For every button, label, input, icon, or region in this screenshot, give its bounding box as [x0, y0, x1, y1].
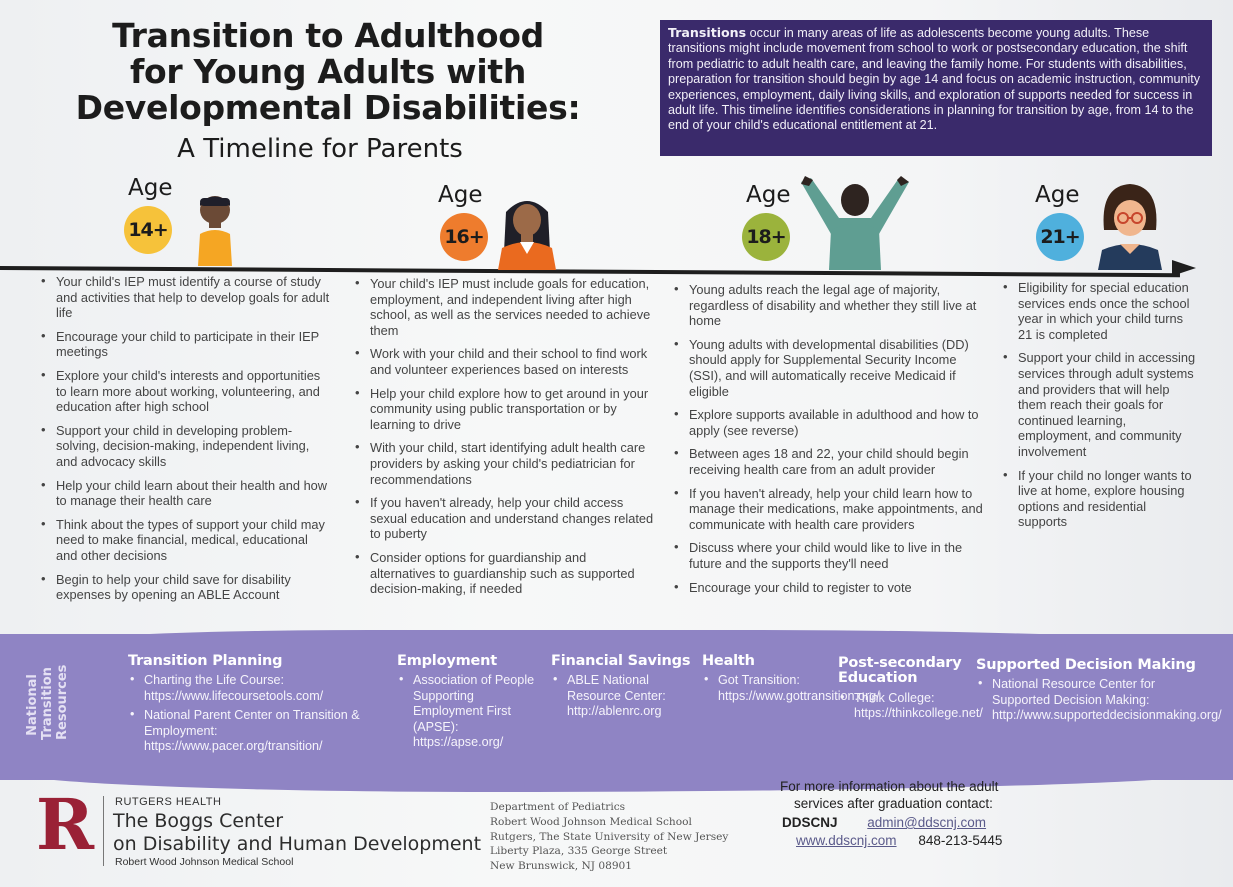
resource-heading: Supported Decision Making [976, 657, 1196, 673]
list-item: • If you haven't already, help your child access sexual education and understand changes related to puberty [354, 495, 654, 542]
age-badge-18 [742, 213, 790, 261]
age-label-16: Age [438, 182, 483, 208]
org-name [113, 810, 481, 856]
young-adult-figure-icon [795, 174, 915, 270]
timeline-column-21 [1002, 280, 1198, 538]
contact-line: For more information about the adult [780, 779, 999, 794]
resource-link[interactable]: • Association of People Supporting Employment First (APSE): https://apse.org/ [397, 673, 542, 750]
title-line: Developmental Disabilities: [75, 88, 581, 127]
list-item: • Think about the types of support your child may need to make financial, medical, educational and other decisions [40, 517, 330, 564]
org-school: Robert Wood Johnson Medical School [115, 856, 294, 868]
list-item: • Between ages 18 and 22, your child should begin receiving health care from an adult provider [673, 446, 983, 477]
timeline-column-14 [40, 274, 330, 611]
resource-link[interactable]: • Think College: https://thinkcollege.net/ [838, 691, 973, 722]
list-item: • Begin to help your child save for disability expenses by opening an ABLE Account [40, 572, 330, 603]
rutgers-logo: R [35, 783, 95, 866]
intro-body: occur in many areas of life as adolescents become young adults. These transitions might include movement from school to work or postsecondary education, the shift from pediatric to adult health care, and leaving the family home. For students with disabilities, preparation for transition should begin by age 14 and focus on academic instruction, community experiences, employment, daily living skills, and exploration of supports needed for success in adult life. This timeline identifies considerations in planning for transition by age, from 14 to the end of your child's educational entitlement at 21. [668, 26, 1201, 133]
address-line: Robert Wood Johnson Medical School [490, 815, 692, 828]
resource-employment [397, 654, 542, 754]
list-item: • Encourage your child to participate in their IEP meetings [40, 329, 330, 360]
resource-heading: Financial Savings [551, 653, 691, 669]
side-label-line: Resources [55, 664, 70, 740]
phone-number: 848-213-5445 [918, 833, 1003, 848]
age-value: 18+ [746, 226, 786, 248]
list-item: • With your child, start identifying adult health care providers by asking your child's pediatrician for recommendations [354, 440, 654, 487]
org-name-line: The Boggs Center [113, 810, 284, 832]
resource-link[interactable]: • Got Transition: https://www.gottransition.org/ [702, 673, 837, 704]
resource-health [702, 653, 880, 708]
resource-heading: Employment [397, 653, 497, 669]
list-item: • Support your child in developing problem-solving, decision-making, independent living, and advocacy skills [40, 423, 330, 470]
resource-link[interactable]: • National Resource Center for Supported Decision Making: http://www.supporteddecisionmaking.org/ [976, 677, 1204, 723]
resource-heading: Transition Planning [128, 653, 283, 669]
agency-name: DDSCNJ [782, 815, 838, 830]
list-item: • Help your child explore how to get around in your community using public transportation or by learning to drive [354, 386, 654, 433]
age-value: 14+ [128, 219, 168, 241]
age-label-21: Age [1035, 182, 1080, 208]
teen-figure-icon [494, 192, 560, 270]
resource-transition-planning [128, 654, 388, 758]
list-item: • Support your child in accessing services through adult systems and providers that will help them reach their goals for continued learning, employment, and community involvement [1002, 350, 1198, 459]
list-item: • If you haven't already, help your child learn how to manage their medications, make appointments, and communicate with health care providers [673, 486, 983, 533]
contact-line: services after graduation contact: [794, 796, 993, 811]
contact-block [780, 778, 1002, 849]
resources-band-bottom [0, 770, 1233, 792]
age-value: 16+ [444, 226, 484, 248]
address-line: New Brunswick, NJ 08901 [490, 860, 633, 873]
resource-financial-savings [551, 654, 696, 724]
list-item: • If your child no longer wants to live at home, explore housing options and residential supports [1002, 468, 1198, 530]
timeline-arrow-icon [1172, 260, 1196, 276]
address-line: Department of Pediatrics [490, 801, 626, 813]
list-item: • Explore your child's interests and opportunities to learn more about working, volunteering, and education after high school [40, 368, 330, 415]
list-item: • Young adults reach the legal age of majority, regardless of disability and whether they still live at home [673, 282, 983, 329]
address-line: Liberty Plaza, 335 George Street [490, 845, 668, 858]
org-kicker: RUTGERS HEALTH [115, 796, 222, 808]
title-line: for Young Adults with [129, 52, 527, 91]
resource-link[interactable]: • ABLE National Resource Center: http://ablenrc.org [551, 673, 696, 719]
department-address [490, 800, 728, 874]
age-label-18: Age [746, 182, 791, 208]
page-subtitle: A Timeline for Parents [177, 134, 463, 164]
title-line: Transition to Adulthood [112, 16, 544, 55]
timeline-column-16 [354, 276, 654, 605]
list-item: • Young adults with developmental disabilities (DD) should apply for Supplemental Security Income (SSI), and will automatically receive Medicaid if eligible [673, 337, 983, 399]
resource-post-secondary [838, 655, 983, 726]
resource-heading: Post-secondary Education [838, 655, 962, 687]
list-item: • Explore supports available in adulthood and how to apply (see reverse) [673, 407, 983, 438]
email-link[interactable]: admin@ddscnj.com [867, 815, 987, 830]
child-figure-icon [190, 192, 246, 268]
age-badge-16 [440, 213, 488, 261]
list-item: • Your child's IEP must include goals for education, employment, and independent living after high school, as well as the services needed to achieve them [354, 276, 654, 338]
address-line: Rutgers, The State University of New Jersey [490, 830, 729, 843]
age-badge-14 [124, 206, 172, 254]
list-item: • Discuss where your child would like to live in the future and the supports they'll need [673, 540, 983, 571]
list-item: • Work with your child and their school to find work and volunteer experiences based on interests [354, 346, 654, 377]
org-name-line: on Disability and Human Development [113, 833, 482, 855]
list-item: • Your child's IEP must identify a course of study and activities that help to develop goals for adult life [40, 274, 330, 321]
age-value: 21+ [1040, 226, 1080, 248]
resource-supported-decision-making [976, 657, 1222, 728]
timeline-column-18 [673, 282, 983, 603]
website-link[interactable]: www.ddscnj.com [796, 833, 897, 848]
age-label-14: Age [128, 175, 173, 201]
footer-divider [103, 796, 104, 866]
side-label-line: Transition [40, 667, 55, 740]
age-badge-21 [1036, 213, 1084, 261]
adult-figure-icon [1090, 180, 1170, 270]
page-title [58, 18, 598, 126]
list-item: • Eligibility for special education services ends once the school year in which your child turns 21 is completed [1002, 280, 1198, 342]
resource-link[interactable]: • National Parent Center on Transition & Employment: https://www.pacer.org/transition/ [128, 708, 388, 754]
list-item: • Encourage your child to register to vote [673, 580, 983, 596]
list-item: • Consider options for guardianship and alternatives to guardianship such as supported decision-making, if needed [354, 550, 654, 597]
intro-box [660, 20, 1212, 156]
resources-side-label [25, 664, 105, 740]
list-item: • Help your child learn about their health and how to manage their health care [40, 478, 330, 509]
resource-heading: Health [702, 653, 755, 669]
intro-lead: Transitions [668, 25, 747, 40]
side-label-line: National [25, 674, 40, 736]
resource-link[interactable]: • Charting the Life Course: https://www.lifecoursetools.com/ [128, 673, 388, 704]
